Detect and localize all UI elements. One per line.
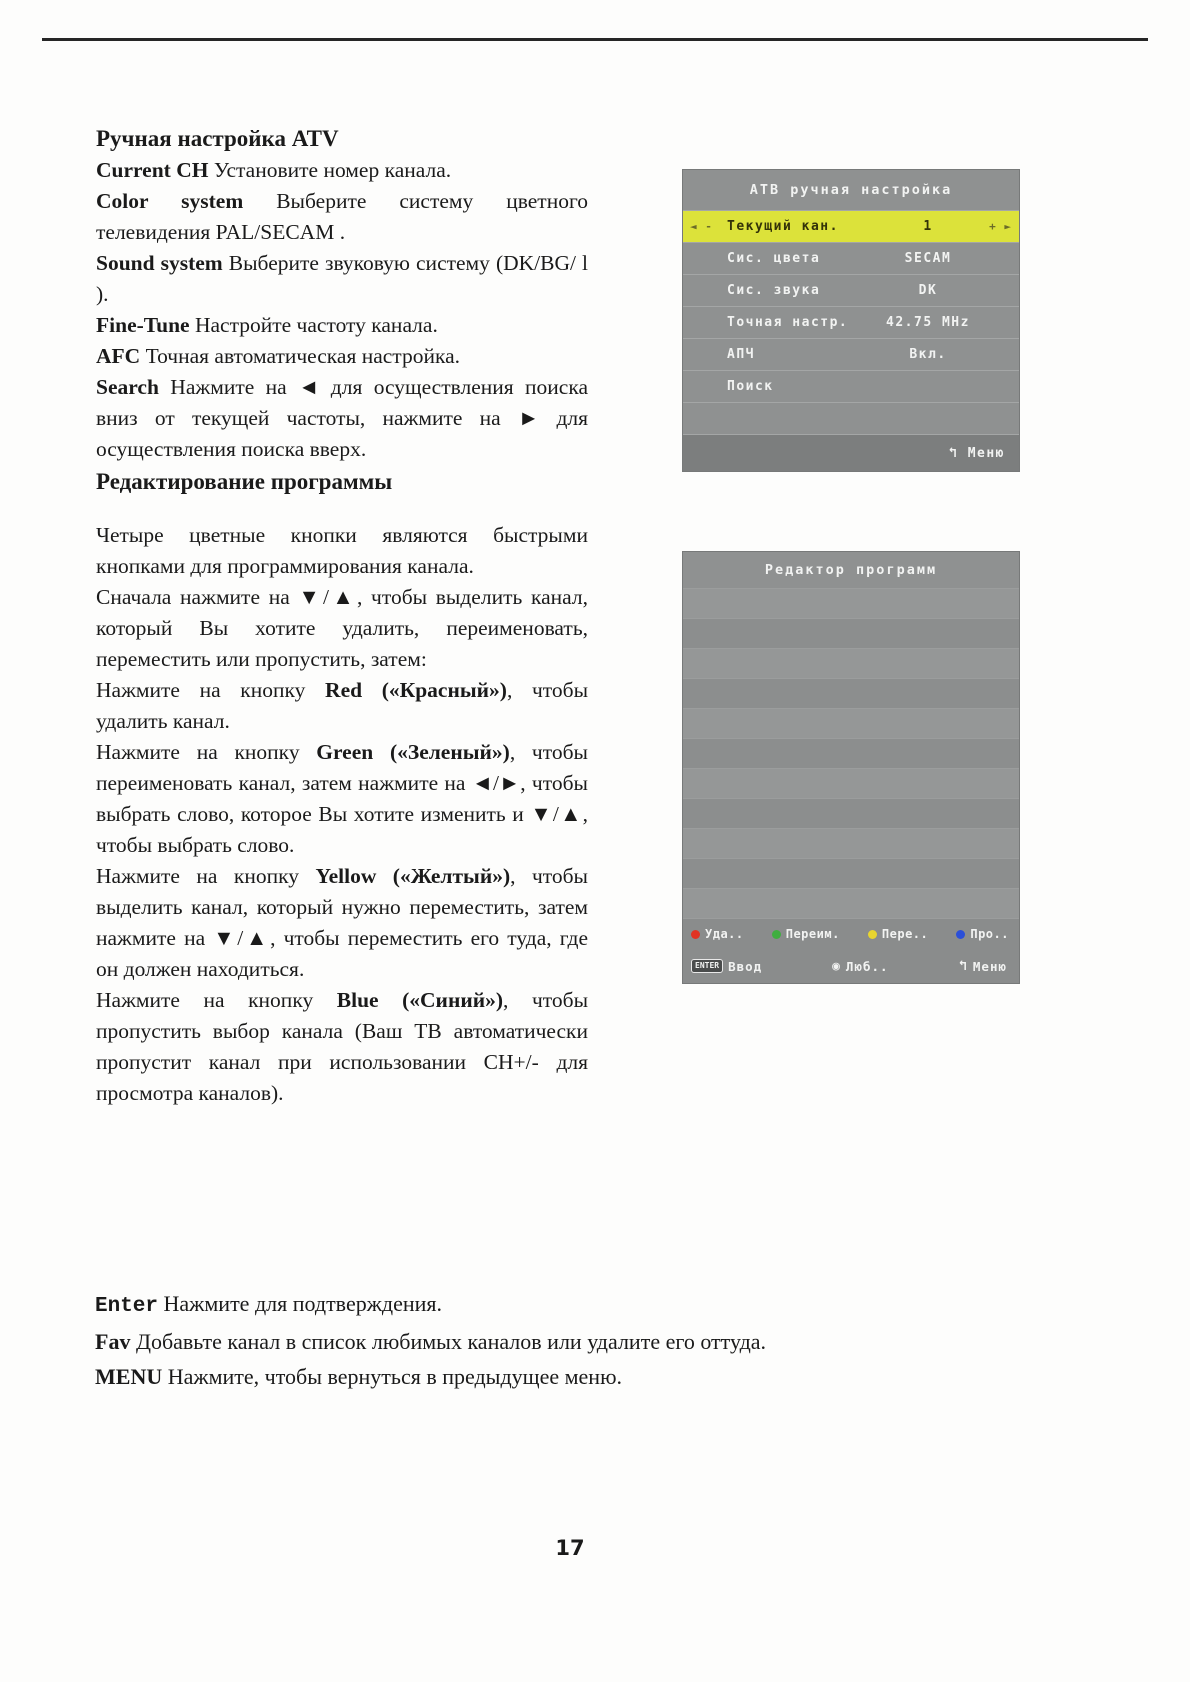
definition-afc (96, 341, 588, 372)
enter-control (691, 959, 762, 974)
legend-label: Уда.. (705, 927, 744, 941)
fav-control (832, 959, 888, 974)
definition-term: Search (96, 375, 159, 399)
key-controls-legend (683, 949, 1019, 983)
key-enter-line (95, 1286, 935, 1324)
definition-sound-system (96, 248, 588, 310)
definition-text: Выберите звуковую систему (DK/BG/ l ). (96, 251, 588, 306)
control-label: Ввод (728, 958, 763, 974)
editing-red-paragraph (96, 675, 588, 737)
menu-row-value: SECAM (904, 251, 952, 266)
key-text: Нажмите для подтверждения. (158, 1291, 443, 1316)
blue-dot-icon (956, 930, 965, 939)
key-fav-line (95, 1324, 935, 1359)
menu-row-value: 1 (923, 219, 933, 234)
menu-row-fine-tune (683, 306, 1019, 338)
legend-label: Про.. (970, 927, 1009, 941)
color-key-legend (683, 918, 1019, 949)
paragraph-text: , чтобы переименовать канал, затем нажмите на ◄/►, чтобы выбрать слово, которое Вы хотите изменить и ▼/▲, чтобы выбрать слово. (96, 740, 588, 857)
definition-search (96, 372, 588, 465)
menu-footer (683, 434, 1019, 471)
definition-text: Установите номер канала. (208, 158, 452, 182)
page-top-edge (42, 38, 1148, 41)
definition-color-system (96, 186, 588, 248)
definition-text: Точная автоматическая настройка. (140, 344, 461, 368)
channel-row (683, 708, 1019, 738)
page-number: 17 (555, 1536, 585, 1560)
legend-skip (956, 927, 1009, 941)
legend-label: Переим. (785, 927, 840, 941)
screenshot-program-editor (683, 552, 1019, 983)
menu-row-label: Текущий кан. (727, 219, 839, 234)
menu-row-value: DK (918, 283, 938, 298)
screenshot-atv-manual-tuning (683, 170, 1019, 471)
increase-arrow-icon: + ► (989, 220, 1012, 233)
menu-control (958, 958, 1007, 974)
yellow-button-name: Yellow («Желтый») (315, 864, 511, 888)
definition-text: Выберите систему цветного телевидения PAL/SECAM . (96, 189, 588, 244)
legend-delete (691, 927, 744, 941)
channel-row (683, 588, 1019, 618)
paragraph-text: Нажмите на кнопку (96, 740, 317, 764)
menu-row-empty (683, 402, 1019, 434)
definition-term: Current CH (96, 158, 209, 182)
menu-row-color-system (683, 242, 1019, 274)
definition-term: Color system (96, 189, 244, 213)
control-label: Люб.. (845, 958, 889, 974)
blue-button-name: Blue («Синий») (336, 988, 504, 1012)
channel-row (683, 618, 1019, 648)
definition-text: Нажмите на ◄ для осуществления поиска вниз от текущей частоты, нажмите на ► для осуществления поиска вверх. (96, 375, 588, 461)
key-descriptions (95, 1286, 935, 1394)
menu-row-label: Поиск (727, 379, 774, 394)
paragraph-text: Нажмите на кнопку (96, 864, 316, 888)
key-text: Нажмите, чтобы вернуться в предыдущее меню. (162, 1364, 623, 1389)
atv-heading: Ручная настройка ATV (96, 126, 339, 151)
control-label: Меню (972, 958, 1007, 974)
channel-list (683, 588, 1019, 918)
legend-move (868, 927, 928, 941)
green-button-name: Green («Зеленый») (316, 740, 510, 764)
enter-key-icon: ENTER (691, 959, 723, 973)
return-icon: ↰ (948, 445, 959, 461)
yellow-dot-icon (868, 930, 877, 939)
green-dot-icon (772, 930, 781, 939)
red-dot-icon (691, 930, 700, 939)
channel-row (683, 888, 1019, 918)
channel-row (683, 798, 1019, 828)
channel-row (683, 858, 1019, 888)
red-button-name: Red («Красный») (325, 678, 507, 702)
key-term: MENU (95, 1364, 163, 1389)
decrease-arrow-icon: ◄ - (690, 220, 713, 233)
editing-heading: Редактирование программы (96, 469, 393, 494)
editing-yellow-paragraph (96, 861, 588, 985)
paragraph-text: , чтобы выделить канал, который нужно переместить, затем нажмите на ▼/▲, чтобы переместить его туда, где он должен находиться. (96, 864, 588, 981)
channel-row (683, 768, 1019, 798)
fav-icon: ◉ (832, 958, 841, 974)
definition-term: AFC (96, 344, 141, 368)
editing-select-paragraph: Сначала нажмите на ▼/▲, чтобы выделить канал, который Вы хотите удалить, переименовать, переместить или пропустить, затем: (96, 585, 588, 671)
legend-label: Пере.. (881, 927, 929, 941)
channel-row (683, 648, 1019, 678)
menu-footer-label: Меню (967, 446, 1005, 461)
menu-row-label: Сис. цвета (727, 251, 821, 266)
menu-row-current-channel (683, 210, 1019, 242)
menu-row-label: АПЧ (727, 347, 755, 362)
key-text: Добавьте канал в список любимых каналов или удалите его оттуда. (130, 1329, 767, 1354)
return-icon: ↰ (958, 958, 968, 974)
menu-row-label: Сис. звука (727, 283, 821, 298)
paragraph-text: , чтобы удалить канал. (96, 678, 589, 733)
editing-green-paragraph (96, 737, 588, 861)
menu-row-sound-system (683, 274, 1019, 306)
legend-rename (772, 927, 840, 941)
key-menu-line (95, 1359, 935, 1394)
key-term: Enter (95, 1295, 159, 1318)
paragraph-text: Нажмите на кнопку (96, 678, 326, 702)
channel-row (683, 738, 1019, 768)
key-term: Fav (95, 1329, 131, 1354)
instructions-column (96, 122, 588, 1109)
editing-blue-paragraph (96, 985, 588, 1109)
screen-title: АТВ ручная настройка (749, 182, 953, 198)
menu-row-afc (683, 338, 1019, 370)
definition-current-ch (96, 155, 588, 186)
definition-term: Sound system (96, 251, 223, 275)
screen-title: Редактор программ (764, 562, 938, 578)
definition-text: Настройте частоту канала. (189, 313, 438, 337)
definition-term: Fine-Tune (96, 313, 190, 337)
paragraph-text: , чтобы пропустить выбор канала (Ваш ТВ автоматически пропустит канал при использовании CH+/- для просмотра каналов). (96, 988, 589, 1105)
menu-row-value: 42.75 MHz (886, 315, 970, 330)
editing-intro-paragraph: Четыре цветные кнопки являются быстрыми кнопками для программирования канала. (96, 523, 588, 578)
definition-fine-tune (96, 310, 588, 341)
menu-row-value: Вкл. (909, 347, 947, 362)
paragraph-text: Нажмите на кнопку (96, 988, 337, 1012)
channel-row (683, 678, 1019, 708)
menu-row-label: Точная настр. (727, 315, 849, 330)
menu-row-search (683, 370, 1019, 402)
channel-row (683, 828, 1019, 858)
